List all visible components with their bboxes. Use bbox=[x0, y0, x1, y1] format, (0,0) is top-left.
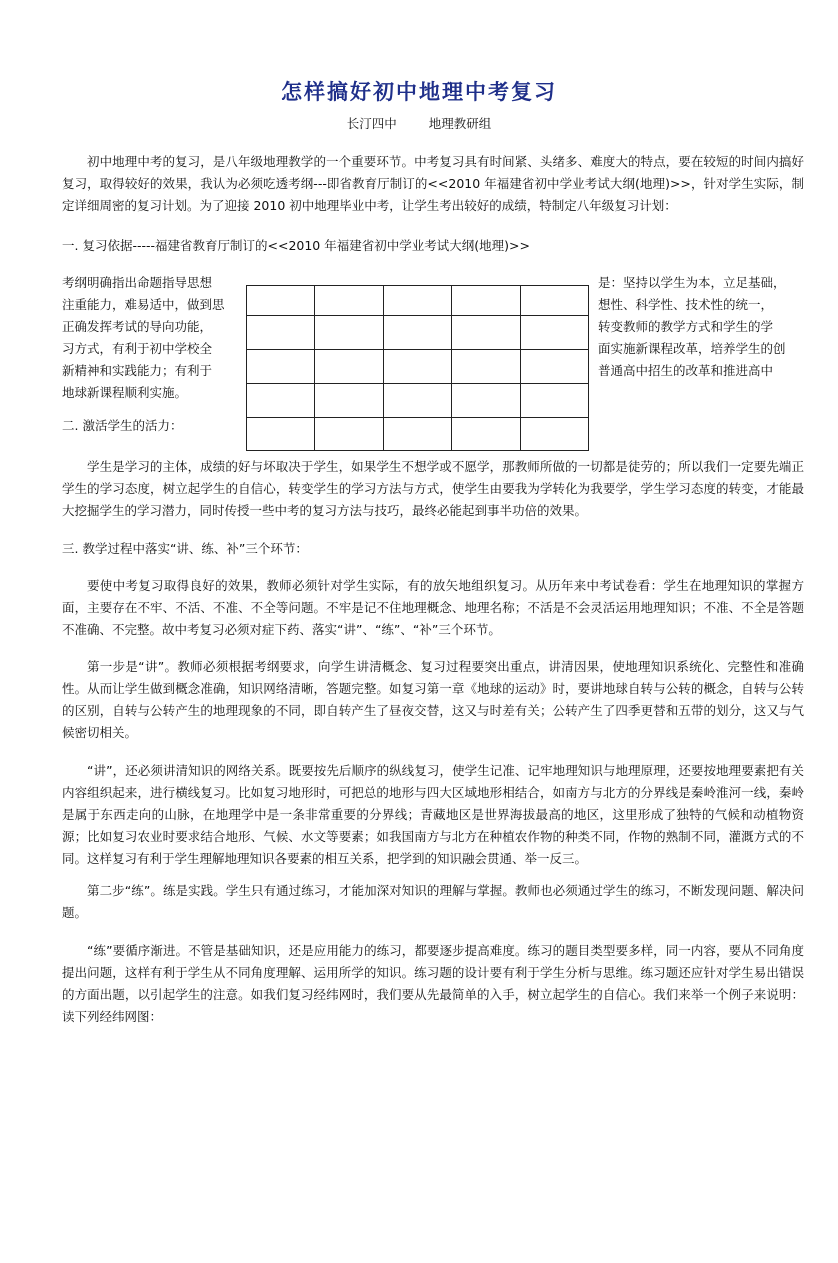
table-cell bbox=[247, 384, 315, 418]
right-line: 想性、科学性、技术性的统一， bbox=[598, 297, 774, 312]
left-line: 正确发挥考试的导向功能， bbox=[62, 319, 213, 334]
intro-paragraph: 初中地理中考的复习，是八年级地理教学的一个重要环节。中考复习具有时间紧、头绪多、难度大的特点，要在较短的时间内搞好复习，取得较好的效果，我认为必须吃透考纲---即省教育厅制订的<<2010 年福建省初中学业考试大纲(地理)>>，针对学生实际，制定详细周密的复习计划。为了迎接 2010 初中地理毕业中考，让学生考出较好的成绩，特制定八年级复习计划： bbox=[62, 154, 804, 213]
left-line: 地球新课程顺利实施。 bbox=[62, 385, 188, 400]
table-cell bbox=[452, 418, 520, 451]
right-line: 是：坚持以学生为本，立足基础， bbox=[598, 275, 786, 290]
table-cell bbox=[383, 384, 451, 418]
table-cell bbox=[247, 418, 315, 451]
table-cell bbox=[383, 418, 451, 451]
table-cell bbox=[452, 286, 520, 316]
left-line: 习方式，有利于初中学校全 bbox=[62, 341, 213, 356]
group-name: 地理教研组 bbox=[428, 116, 492, 131]
table-row bbox=[247, 286, 589, 316]
table-row bbox=[247, 350, 589, 384]
table-row bbox=[247, 418, 589, 451]
table-cell bbox=[315, 316, 383, 350]
table-cell bbox=[247, 350, 315, 384]
table-cell bbox=[520, 350, 588, 384]
section3-heading: 三. 教学过程中落实“讲、练、补”三个环节： bbox=[62, 541, 308, 556]
section2-paragraph: 学生是学习的主体，成绩的好与坏取决于学生，如果学生不想学或不愿学，那教师所做的一切都是徒劳的；所以我们一定要先端正学生的学习态度，树立起学生的自信心，转变学生的学习方法与方式，使学生由要我为学转化为我要学，学生学习态度的转变，才能最大挖掘学生的学习潜力，同时传授一些中考的复习方法与技巧，最终必能起到事半功倍的效果。 bbox=[62, 459, 804, 518]
table-cell bbox=[520, 316, 588, 350]
table-row bbox=[247, 316, 589, 350]
right-line: 转变教师的教学方式和学生的学 bbox=[598, 319, 774, 334]
section3-paragraph-4: 第二步“练”。练是实践。学生只有通过练习，才能加深对知识的理解与掌握。教师也必须通过学生的练习，不断发现问题、解决问题。 bbox=[62, 883, 804, 920]
section1-right-text bbox=[598, 272, 808, 382]
section3-paragraph-3: “讲”，还必须讲清知识的网络关系。既要按先后顺序的纵线复习，使学生记准、记牢地理知识与地理原理，还要按地理要素把有关内容组织起来，进行横线复习。比如复习地形时，可把总的地形与四大区域地形相结合，如南方与北方的分界线是秦岭淮河一线，秦岭是属于东西走向的山脉，在地理学中是一条非常重要的分界线；青藏地区是世界海拔最高的地区，这里形成了独特的气候和动植物资源；比如复习农业时要求结合地形、气候、水文等要素；如我国南方与北方在种植农作物的种类不同，作物的熟制不同，灌溉方式的不同。这样复习有利于学生理解地理知识各要素的相互关系，把学到的知识融会贯通、举一反三。 bbox=[62, 763, 804, 866]
table-cell bbox=[247, 316, 315, 350]
school-name: 长汀四中 bbox=[346, 116, 397, 131]
section3-paragraph-2: 第一步是“讲”。教师必须根据考纲要求，向学生讲清概念、复习过程要突出重点，讲清因果，使地理知识系统化、完整性和准确性。从而让学生做到概念准确，知识网络清晰，答题完整。如复习第一章《地球的运动》时，要讲地球自转与公转的概念，自转与公转的区别，自转与公转产生的地理现象的不同，即自转产生了昼夜交替，这又与时差有关；公转产生了四季更替和五带的划分，这又与气候密切相关。 bbox=[62, 659, 804, 740]
table-cell bbox=[383, 350, 451, 384]
empty-grid-table bbox=[246, 285, 589, 451]
table-cell bbox=[520, 286, 588, 316]
left-line: 新精神和实践能力；有利于 bbox=[62, 363, 213, 378]
section3-paragraph-5: “练”要循序渐进。不管是基础知识，还是应用能力的练习，都要逐步提高难度。练习的题目类型要多样，同一内容，要从不同角度提出问题，这样有利于学生从不同角度理解、运用所学的知识。练习题的设计要有利于学生分析与思维。练习题还应针对学生易出错误的方面出题，以引起学生的注意。如我们复习经纬网时，我们要从先最简单的入手，树立起学生的自信心。我们来举一个例子来说明：读下列经纬网图： bbox=[62, 943, 804, 1024]
right-line: 普通高中招生的改革和推进高中 bbox=[598, 363, 774, 378]
table-row bbox=[247, 384, 589, 418]
table-cell bbox=[247, 286, 315, 316]
section3-paragraph-1: 要使中考复习取得良好的效果，教师必须针对学生实际，有的放矢地组织复习。从历年来中考试卷看：学生在地理知识的掌握方面，主要存在不牢、不活、不准、不全等问题。不牢是记不住地理概念、地理名称；不活是不会灵活运用地理知识；不准、不全是答题不准确、不完整。故中考复习必须对症下药、落实“讲”、“练”、“补”三个环节。 bbox=[62, 578, 804, 637]
section1-heading: 一. 复习依据-----福建省教育厅制订的<<2010 年福建省初中学业考试大纲(地理)>> bbox=[62, 238, 530, 253]
table-cell bbox=[315, 418, 383, 451]
section1-left-text bbox=[62, 272, 240, 404]
table-cell bbox=[452, 384, 520, 418]
section2-heading: 二. 激活学生的活力： bbox=[62, 418, 183, 433]
table-cell bbox=[315, 350, 383, 384]
table-cell bbox=[383, 286, 451, 316]
table-cell bbox=[452, 350, 520, 384]
table-cell bbox=[315, 286, 383, 316]
byline bbox=[0, 114, 838, 132]
table-cell bbox=[520, 384, 588, 418]
left-line: 注重能力，难易适中，做到思 bbox=[62, 297, 225, 312]
table-cell bbox=[452, 316, 520, 350]
left-line: 考纲明确指出命题指导思想 bbox=[62, 275, 213, 290]
table-cell bbox=[520, 418, 588, 451]
table-cell bbox=[315, 384, 383, 418]
table-cell bbox=[383, 316, 451, 350]
document-title: 怎样搞好初中地理中考复习 bbox=[281, 79, 557, 104]
right-line: 面实施新课程改革，培养学生的创 bbox=[598, 341, 786, 356]
